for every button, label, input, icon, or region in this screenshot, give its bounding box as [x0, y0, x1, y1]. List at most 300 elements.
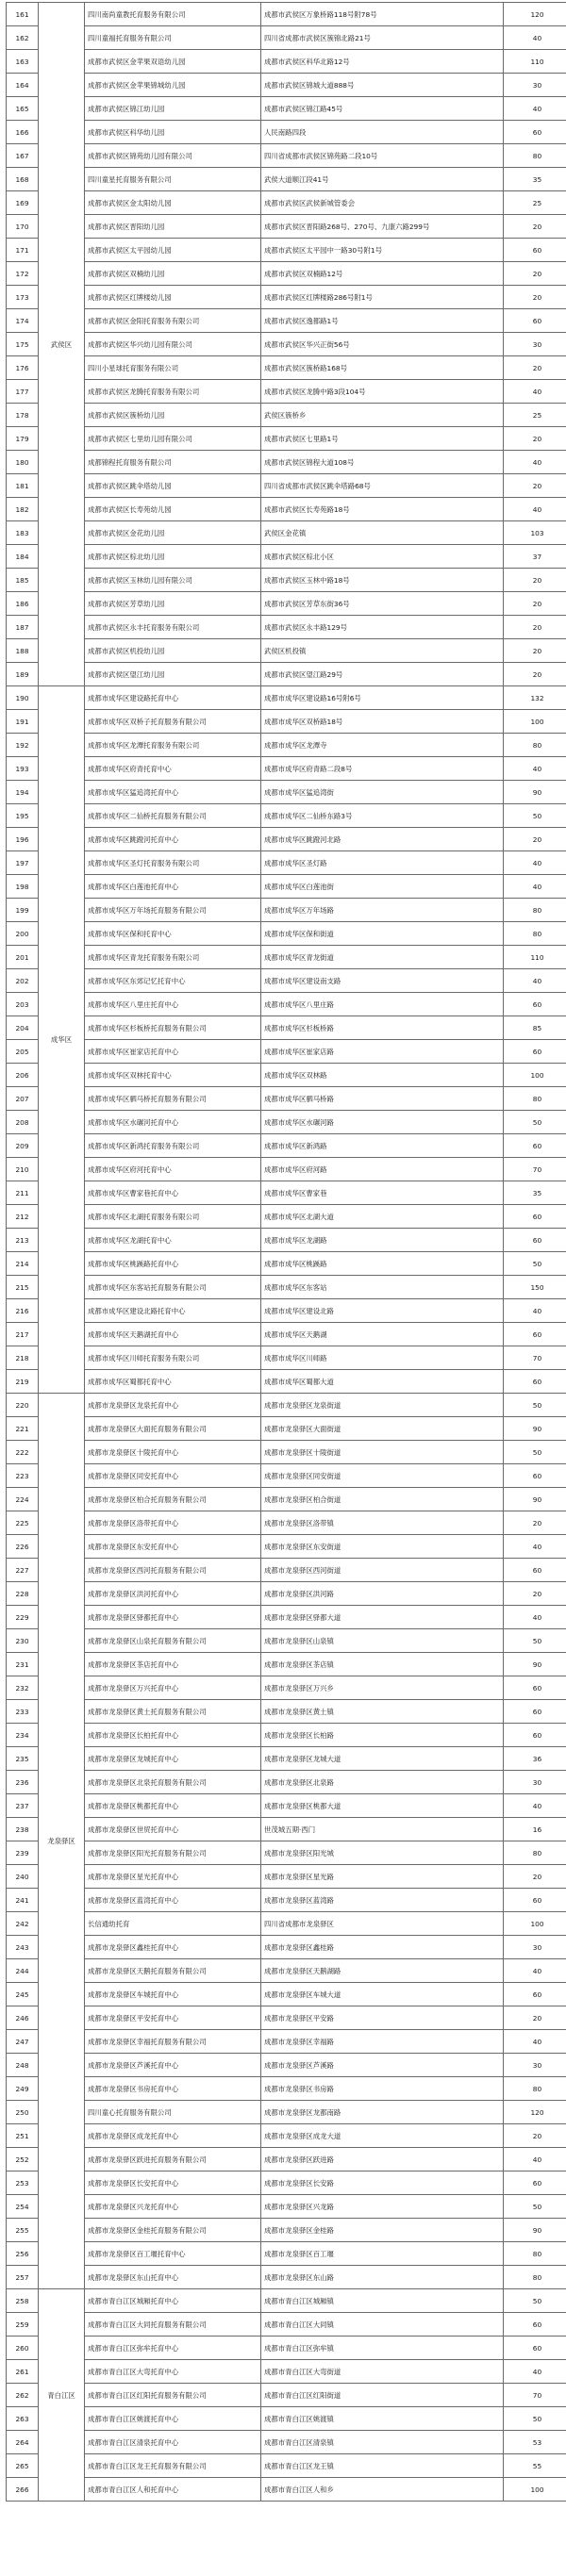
row-number: 236	[7, 1771, 39, 1794]
table-row	[7, 144, 566, 168]
institution-name: 成都市成华区青龙托育服务有限公司	[85, 946, 261, 969]
row-number: 263	[7, 2407, 39, 2431]
district-cell: 青白江区	[39, 2289, 85, 2502]
institution-address: 成都市龙泉驿区洪河路	[261, 1582, 504, 1606]
seat-count: 60	[504, 993, 566, 1016]
seat-count: 60	[504, 1370, 566, 1394]
seat-count: 90	[504, 1417, 566, 1441]
row-number: 229	[7, 1606, 39, 1629]
institution-name: 四川童心托育服务有限公司	[85, 2101, 261, 2124]
table-row	[7, 2289, 566, 2313]
table-row	[7, 804, 566, 828]
row-number: 213	[7, 1229, 39, 1252]
institution-address: 成都市武侯区红牌楼路286号附1号	[261, 286, 504, 309]
table-row	[7, 2124, 566, 2148]
row-number: 251	[7, 2124, 39, 2148]
institution-name: 成都市成华区东客站托育服务有限公司	[85, 1276, 261, 1299]
institution-address: 成都市青白江区弥牟镇	[261, 2337, 504, 2360]
seat-count: 40	[504, 851, 566, 875]
institution-name: 成都市成华区川师托育服务有限公司	[85, 1346, 261, 1370]
table-row	[7, 1559, 566, 1582]
row-number: 235	[7, 1747, 39, 1771]
row-number: 200	[7, 922, 39, 946]
table-row	[7, 262, 566, 286]
row-number: 171	[7, 239, 39, 262]
institution-address: 成都市武侯区棕北小区	[261, 545, 504, 569]
table-row	[7, 734, 566, 757]
institution-address: 成都市青白江区城厢镇	[261, 2289, 504, 2313]
institution-name: 成都锦程托育服务有限公司	[85, 451, 261, 474]
table-row	[7, 2219, 566, 2242]
row-number: 259	[7, 2313, 39, 2337]
institution-address: 成都市武侯区武侯新城管委会	[261, 191, 504, 215]
seat-count: 40	[504, 1959, 566, 1983]
row-number: 188	[7, 639, 39, 663]
row-number: 225	[7, 1511, 39, 1535]
institution-name: 成都市成华区曹家巷托育中心	[85, 1181, 261, 1205]
seat-count: 60	[504, 1040, 566, 1064]
seat-count: 20	[504, 474, 566, 498]
seat-count: 60	[504, 2337, 566, 2360]
institution-name: 成都市成华区蜀都托育中心	[85, 1370, 261, 1394]
table-row	[7, 1111, 566, 1134]
seat-count: 30	[504, 1771, 566, 1794]
seat-count: 20	[504, 592, 566, 616]
seat-count: 110	[504, 50, 566, 74]
institution-name: 成都市龙泉驿区桃都托育中心	[85, 1794, 261, 1818]
seat-count: 90	[504, 1488, 566, 1511]
institution-name: 成都市成华区猛追湾托育中心	[85, 781, 261, 804]
table-row	[7, 50, 566, 74]
row-number: 221	[7, 1417, 39, 1441]
institution-address: 成都市成华区万年场路	[261, 899, 504, 922]
table-row	[7, 1535, 566, 1559]
seat-count: 70	[504, 1158, 566, 1181]
seat-count: 50	[504, 2289, 566, 2313]
institution-name: 成都市龙泉驿区北泉托育服务有限公司	[85, 1771, 261, 1794]
institution-address: 成都市武侯区锦程大道108号	[261, 451, 504, 474]
table-row	[7, 1865, 566, 1889]
institution-address: 成都市青白江区清泉镇	[261, 2431, 504, 2454]
institution-address: 四川省成都市武侯区簇锦北路21号	[261, 26, 504, 50]
row-number: 162	[7, 26, 39, 50]
institution-name: 成都市武侯区机投幼儿园	[85, 639, 261, 663]
row-number: 244	[7, 1959, 39, 1983]
institution-name: 成都市成华区圣灯托育服务有限公司	[85, 851, 261, 875]
institution-name: 成都市龙泉驿区驿都托育中心	[85, 1606, 261, 1629]
institution-address: 四川省成都市武侯区锦苑路二段10号	[261, 144, 504, 168]
institution-address: 成都市龙泉驿区万兴乡	[261, 1676, 504, 1700]
row-number: 167	[7, 144, 39, 168]
seat-count: 60	[504, 1323, 566, 1346]
row-number: 175	[7, 333, 39, 356]
row-number: 245	[7, 1983, 39, 2006]
institution-name: 成都市武侯区龙腾托育服务有限公司	[85, 380, 261, 404]
row-number: 187	[7, 616, 39, 639]
seat-count: 20	[504, 2006, 566, 2030]
seat-count: 80	[504, 2242, 566, 2266]
institution-name: 成都市青白江区红阳托育服务有限公司	[85, 2384, 261, 2407]
row-number: 234	[7, 1724, 39, 1747]
institution-address: 成都市成华区双桥路18号	[261, 710, 504, 734]
institution-name: 成都市成华区龙潭托育服务有限公司	[85, 734, 261, 757]
institution-name: 成都市成华区建设北路托育中心	[85, 1299, 261, 1323]
seat-count: 20	[504, 639, 566, 663]
row-number: 247	[7, 2030, 39, 2054]
seat-count: 36	[504, 1747, 566, 1771]
table-row	[7, 333, 566, 356]
institution-address: 成都市成华区建设路16号附6号	[261, 686, 504, 710]
institution-address: 成都市成华区保和街道	[261, 922, 504, 946]
institution-name: 成都市青白江区大弯托育中心	[85, 2360, 261, 2384]
institution-name: 成都市青白江区人和托育中心	[85, 2478, 261, 2502]
table-row	[7, 1087, 566, 1111]
seat-count: 90	[504, 1653, 566, 1676]
seat-count: 60	[504, 309, 566, 333]
institution-name: 成都市武侯区华兴幼儿园有限公司	[85, 333, 261, 356]
table-row	[7, 2054, 566, 2077]
row-number: 185	[7, 569, 39, 592]
row-number: 242	[7, 1912, 39, 1936]
institution-address: 成都市成华区天鹅湖	[261, 1323, 504, 1346]
seat-count: 20	[504, 1582, 566, 1606]
seat-count: 40	[504, 2030, 566, 2054]
seat-count: 120	[504, 3, 566, 26]
seat-count: 50	[504, 1111, 566, 1134]
row-number: 181	[7, 474, 39, 498]
institution-address: 成都市龙泉驿区书房路	[261, 2077, 504, 2101]
row-number: 164	[7, 74, 39, 97]
institution-name: 成都市龙泉驿区茶店托育中心	[85, 1653, 261, 1676]
institution-address: 成都市龙泉驿区桃都大道	[261, 1794, 504, 1818]
institution-address: 成都市成华区圣灯路	[261, 851, 504, 875]
table-row	[7, 686, 566, 710]
table-row	[7, 828, 566, 851]
institution-address: 成都市武侯区望江路29号	[261, 663, 504, 686]
seat-count: 30	[504, 2054, 566, 2077]
seat-count: 25	[504, 404, 566, 427]
seat-count: 60	[504, 121, 566, 144]
institution-name: 成都市武侯区双楠幼儿园	[85, 262, 261, 286]
row-number: 227	[7, 1559, 39, 1582]
institution-address: 成都市成华区白莲池街	[261, 875, 504, 899]
seat-count: 80	[504, 2077, 566, 2101]
institution-address: 成都市武侯区太平园中一路30号附1号	[261, 239, 504, 262]
table-row	[7, 26, 566, 50]
institution-name: 成都市成华区保和托育中心	[85, 922, 261, 946]
institution-name: 成都市成华区双林托育中心	[85, 1064, 261, 1087]
institution-name: 成都市成华区府河托育中心	[85, 1158, 261, 1181]
institution-name: 成都市青白江区清泉托育中心	[85, 2431, 261, 2454]
seat-count: 60	[504, 2171, 566, 2195]
row-number: 191	[7, 710, 39, 734]
table-body	[7, 3, 566, 2502]
institution-address: 成都市武侯区七里路1号	[261, 427, 504, 451]
row-number: 266	[7, 2478, 39, 2502]
institution-address: 成都市青白江区大弯街道	[261, 2360, 504, 2384]
institution-address: 成都市武侯区逸都路1号	[261, 309, 504, 333]
row-number: 265	[7, 2454, 39, 2478]
institution-address: 武侯大道顺江段41号	[261, 168, 504, 191]
seat-count: 40	[504, 1299, 566, 1323]
institution-name: 成都市武侯区晋阳幼儿园	[85, 215, 261, 239]
row-number: 161	[7, 3, 39, 26]
seat-count: 100	[504, 2478, 566, 2502]
institution-address: 成都市成华区龙潭寺	[261, 734, 504, 757]
institution-address: 成都市成华区东客站	[261, 1276, 504, 1299]
institution-name: 成都市成华区八里庄托育中心	[85, 993, 261, 1016]
institution-address: 成都市龙泉驿区十陵街道	[261, 1441, 504, 1464]
seat-count: 90	[504, 781, 566, 804]
institution-name: 成都市龙泉驿区西河托育服务有限公司	[85, 1559, 261, 1582]
table-row	[7, 121, 566, 144]
row-number: 249	[7, 2077, 39, 2101]
seat-count: 60	[504, 1559, 566, 1582]
seat-count: 80	[504, 1841, 566, 1865]
row-number: 174	[7, 309, 39, 333]
institution-address: 成都市成华区曹家巷	[261, 1181, 504, 1205]
table-row	[7, 191, 566, 215]
table-row	[7, 1653, 566, 1676]
row-number: 241	[7, 1889, 39, 1912]
institution-name: 成都市龙泉驿区阳光托育服务有限公司	[85, 1841, 261, 1865]
table-row	[7, 1959, 566, 1983]
row-number: 166	[7, 121, 39, 144]
row-number: 232	[7, 1676, 39, 1700]
institution-name: 成都市龙泉驿区兴龙托育中心	[85, 2195, 261, 2219]
table-row	[7, 1983, 566, 2006]
row-number: 209	[7, 1134, 39, 1158]
institution-name: 成都市龙泉驿区跃进托育服务有限公司	[85, 2148, 261, 2171]
institution-name: 成都市青白江区姚渡托育中心	[85, 2407, 261, 2431]
table-row	[7, 1370, 566, 1394]
row-number: 262	[7, 2384, 39, 2407]
institution-name: 成都市龙泉驿区成龙托育中心	[85, 2124, 261, 2148]
institution-name: 成都市龙泉驿区东山托育中心	[85, 2266, 261, 2289]
institution-name: 成都市龙泉驿区长安托育中心	[85, 2171, 261, 2195]
seat-count: 40	[504, 757, 566, 781]
table-row	[7, 875, 566, 899]
table-row	[7, 1394, 566, 1417]
table-row	[7, 899, 566, 922]
institution-address: 成都市龙泉驿区茶店镇	[261, 1653, 504, 1676]
institution-address: 成都市成华区蜀都大道	[261, 1370, 504, 1394]
table-row	[7, 2407, 566, 2431]
table-row	[7, 2266, 566, 2289]
institution-name: 成都市成华区天鹅湖托育中心	[85, 1323, 261, 1346]
seat-count: 25	[504, 191, 566, 215]
row-number: 256	[7, 2242, 39, 2266]
seat-count: 60	[504, 1676, 566, 1700]
seat-count: 20	[504, 427, 566, 451]
table-row	[7, 427, 566, 451]
row-number: 193	[7, 757, 39, 781]
seat-count: 16	[504, 1818, 566, 1841]
table-row	[7, 1252, 566, 1276]
seat-count: 110	[504, 946, 566, 969]
institution-name: 成都市武侯区锦苑幼儿园有限公司	[85, 144, 261, 168]
table-row	[7, 474, 566, 498]
table-row	[7, 74, 566, 97]
seat-count: 37	[504, 545, 566, 569]
row-number: 231	[7, 1653, 39, 1676]
institution-address: 成都市龙泉驿区阳光城	[261, 1841, 504, 1865]
table-row	[7, 1181, 566, 1205]
row-number: 197	[7, 851, 39, 875]
table-row	[7, 97, 566, 121]
institution-name: 成都市成华区跳蹬河托育中心	[85, 828, 261, 851]
institution-address: 成都市龙泉驿区跃进路	[261, 2148, 504, 2171]
institution-name: 成都市成华区驷马桥托育服务有限公司	[85, 1087, 261, 1111]
seat-count: 20	[504, 616, 566, 639]
row-number: 228	[7, 1582, 39, 1606]
seat-count: 80	[504, 899, 566, 922]
institution-address: 成都市龙泉驿区星光路	[261, 1865, 504, 1889]
institution-address: 成都市武侯区锦江路45号	[261, 97, 504, 121]
table-row	[7, 1582, 566, 1606]
institution-name: 成都市武侯区金苹果锦城幼儿园	[85, 74, 261, 97]
institution-name: 成都市龙泉驿区洛带托育中心	[85, 1511, 261, 1535]
institution-name: 成都市成华区杉板桥托育服务有限公司	[85, 1016, 261, 1040]
row-number: 220	[7, 1394, 39, 1417]
row-number: 255	[7, 2219, 39, 2242]
row-number: 202	[7, 969, 39, 993]
table-row	[7, 1417, 566, 1441]
row-number: 226	[7, 1535, 39, 1559]
institution-address: 成都市龙泉驿区东山路	[261, 2266, 504, 2289]
institution-name: 成都市武侯区长寿苑幼儿园	[85, 498, 261, 521]
table-row	[7, 1299, 566, 1323]
institution-address: 成都市龙泉驿区长柏路	[261, 1724, 504, 1747]
row-number: 198	[7, 875, 39, 899]
table-row	[7, 3, 566, 26]
institution-name: 成都市武侯区红牌楼幼儿园	[85, 286, 261, 309]
row-number: 240	[7, 1865, 39, 1889]
row-number: 178	[7, 404, 39, 427]
institution-address: 成都市成华区双林路	[261, 1064, 504, 1087]
institution-name: 成都市龙泉驿区大面托育服务有限公司	[85, 1417, 261, 1441]
seat-count: 20	[504, 356, 566, 380]
institution-address: 成都市青白江区龙王镇	[261, 2454, 504, 2478]
seat-count: 150	[504, 1276, 566, 1299]
institution-address: 成都市龙泉驿区长安路	[261, 2171, 504, 2195]
seat-count: 20	[504, 286, 566, 309]
institution-name: 成都市龙泉驿区世贸托育中心	[85, 1818, 261, 1841]
seat-count: 30	[504, 1936, 566, 1959]
seat-count: 80	[504, 144, 566, 168]
institution-name: 成都市武侯区金苹果双语幼儿园	[85, 50, 261, 74]
table-row	[7, 2384, 566, 2407]
table-row	[7, 2337, 566, 2360]
row-number: 168	[7, 168, 39, 191]
seat-count: 70	[504, 2384, 566, 2407]
seat-count: 60	[504, 1724, 566, 1747]
table-row	[7, 545, 566, 569]
institution-name: 成都市龙泉驿区东安托育中心	[85, 1535, 261, 1559]
seat-count: 40	[504, 97, 566, 121]
table-row	[7, 1276, 566, 1299]
row-number: 201	[7, 946, 39, 969]
row-number: 238	[7, 1818, 39, 1841]
seat-count: 35	[504, 1181, 566, 1205]
row-number: 208	[7, 1111, 39, 1134]
table-row	[7, 215, 566, 239]
seat-count: 100	[504, 1064, 566, 1087]
table-row	[7, 2077, 566, 2101]
seat-count: 20	[504, 828, 566, 851]
table-row	[7, 451, 566, 474]
row-number: 261	[7, 2360, 39, 2384]
seat-count: 50	[504, 1441, 566, 1464]
institution-name: 成都市武侯区芳草幼儿园	[85, 592, 261, 616]
seat-count: 60	[504, 1889, 566, 1912]
table-row	[7, 1464, 566, 1488]
table-row	[7, 1841, 566, 1865]
institution-name: 成都市成华区水碾河托育中心	[85, 1111, 261, 1134]
institution-address: 成都市成华区青龙街道	[261, 946, 504, 969]
row-number: 211	[7, 1181, 39, 1205]
table-row	[7, 2006, 566, 2030]
table-row	[7, 757, 566, 781]
institution-name: 成都市武侯区跳伞塔幼儿园	[85, 474, 261, 498]
table-row	[7, 616, 566, 639]
institution-name: 成都市青白江区龙王托育服务有限公司	[85, 2454, 261, 2478]
institution-name: 成都市武侯区望江幼儿园	[85, 663, 261, 686]
row-number: 170	[7, 215, 39, 239]
institution-name: 成都市青白江区大同托育服务有限公司	[85, 2313, 261, 2337]
institution-name: 成都市武侯区簇桥幼儿园	[85, 404, 261, 427]
institution-address: 成都市武侯区芳草东街36号	[261, 592, 504, 616]
seat-count: 40	[504, 26, 566, 50]
table-row	[7, 1700, 566, 1724]
institution-name: 成都市龙泉驿区平安托育中心	[85, 2006, 261, 2030]
seat-count: 40	[504, 2148, 566, 2171]
institution-address: 成都市武侯区晋阳路268号、270号、九康六路299号	[261, 215, 504, 239]
table-row	[7, 404, 566, 427]
institution-address: 成都市成华区跳蹬河北路	[261, 828, 504, 851]
table-row	[7, 781, 566, 804]
seat-count: 60	[504, 2313, 566, 2337]
institution-name: 成都市成华区崔家店托育中心	[85, 1040, 261, 1064]
institution-address: 成都市成华区崔家店路	[261, 1040, 504, 1064]
row-number: 163	[7, 50, 39, 74]
table-row	[7, 168, 566, 191]
table-row	[7, 2195, 566, 2219]
row-number: 237	[7, 1794, 39, 1818]
institution-name: 成都市成华区白莲池托育中心	[85, 875, 261, 899]
table-row	[7, 1016, 566, 1040]
institution-address: 成都市龙泉驿区成龙大道	[261, 2124, 504, 2148]
institution-name: 成都市龙泉驿区天鹅托育服务有限公司	[85, 1959, 261, 1983]
row-number: 214	[7, 1252, 39, 1276]
institution-address: 成都市成华区杉板桥路	[261, 1016, 504, 1040]
seat-count: 20	[504, 569, 566, 592]
row-number: 222	[7, 1441, 39, 1464]
institution-address: 成都市龙泉驿区龙都南路	[261, 2101, 504, 2124]
institution-name: 成都市龙泉驿区车城托育中心	[85, 1983, 261, 2006]
institution-name: 成都市成华区府青托育中心	[85, 757, 261, 781]
institution-name: 成都市成华区双桥子托育服务有限公司	[85, 710, 261, 734]
row-number: 199	[7, 899, 39, 922]
seat-count: 50	[504, 1394, 566, 1417]
table-row	[7, 851, 566, 875]
seat-count: 80	[504, 1087, 566, 1111]
table-row	[7, 1323, 566, 1346]
row-number: 210	[7, 1158, 39, 1181]
institution-name: 成都市成华区万年场托育服务有限公司	[85, 899, 261, 922]
institution-address: 成都市龙泉驿区龙城大道	[261, 1747, 504, 1771]
institution-address: 武侯区机投镇	[261, 639, 504, 663]
